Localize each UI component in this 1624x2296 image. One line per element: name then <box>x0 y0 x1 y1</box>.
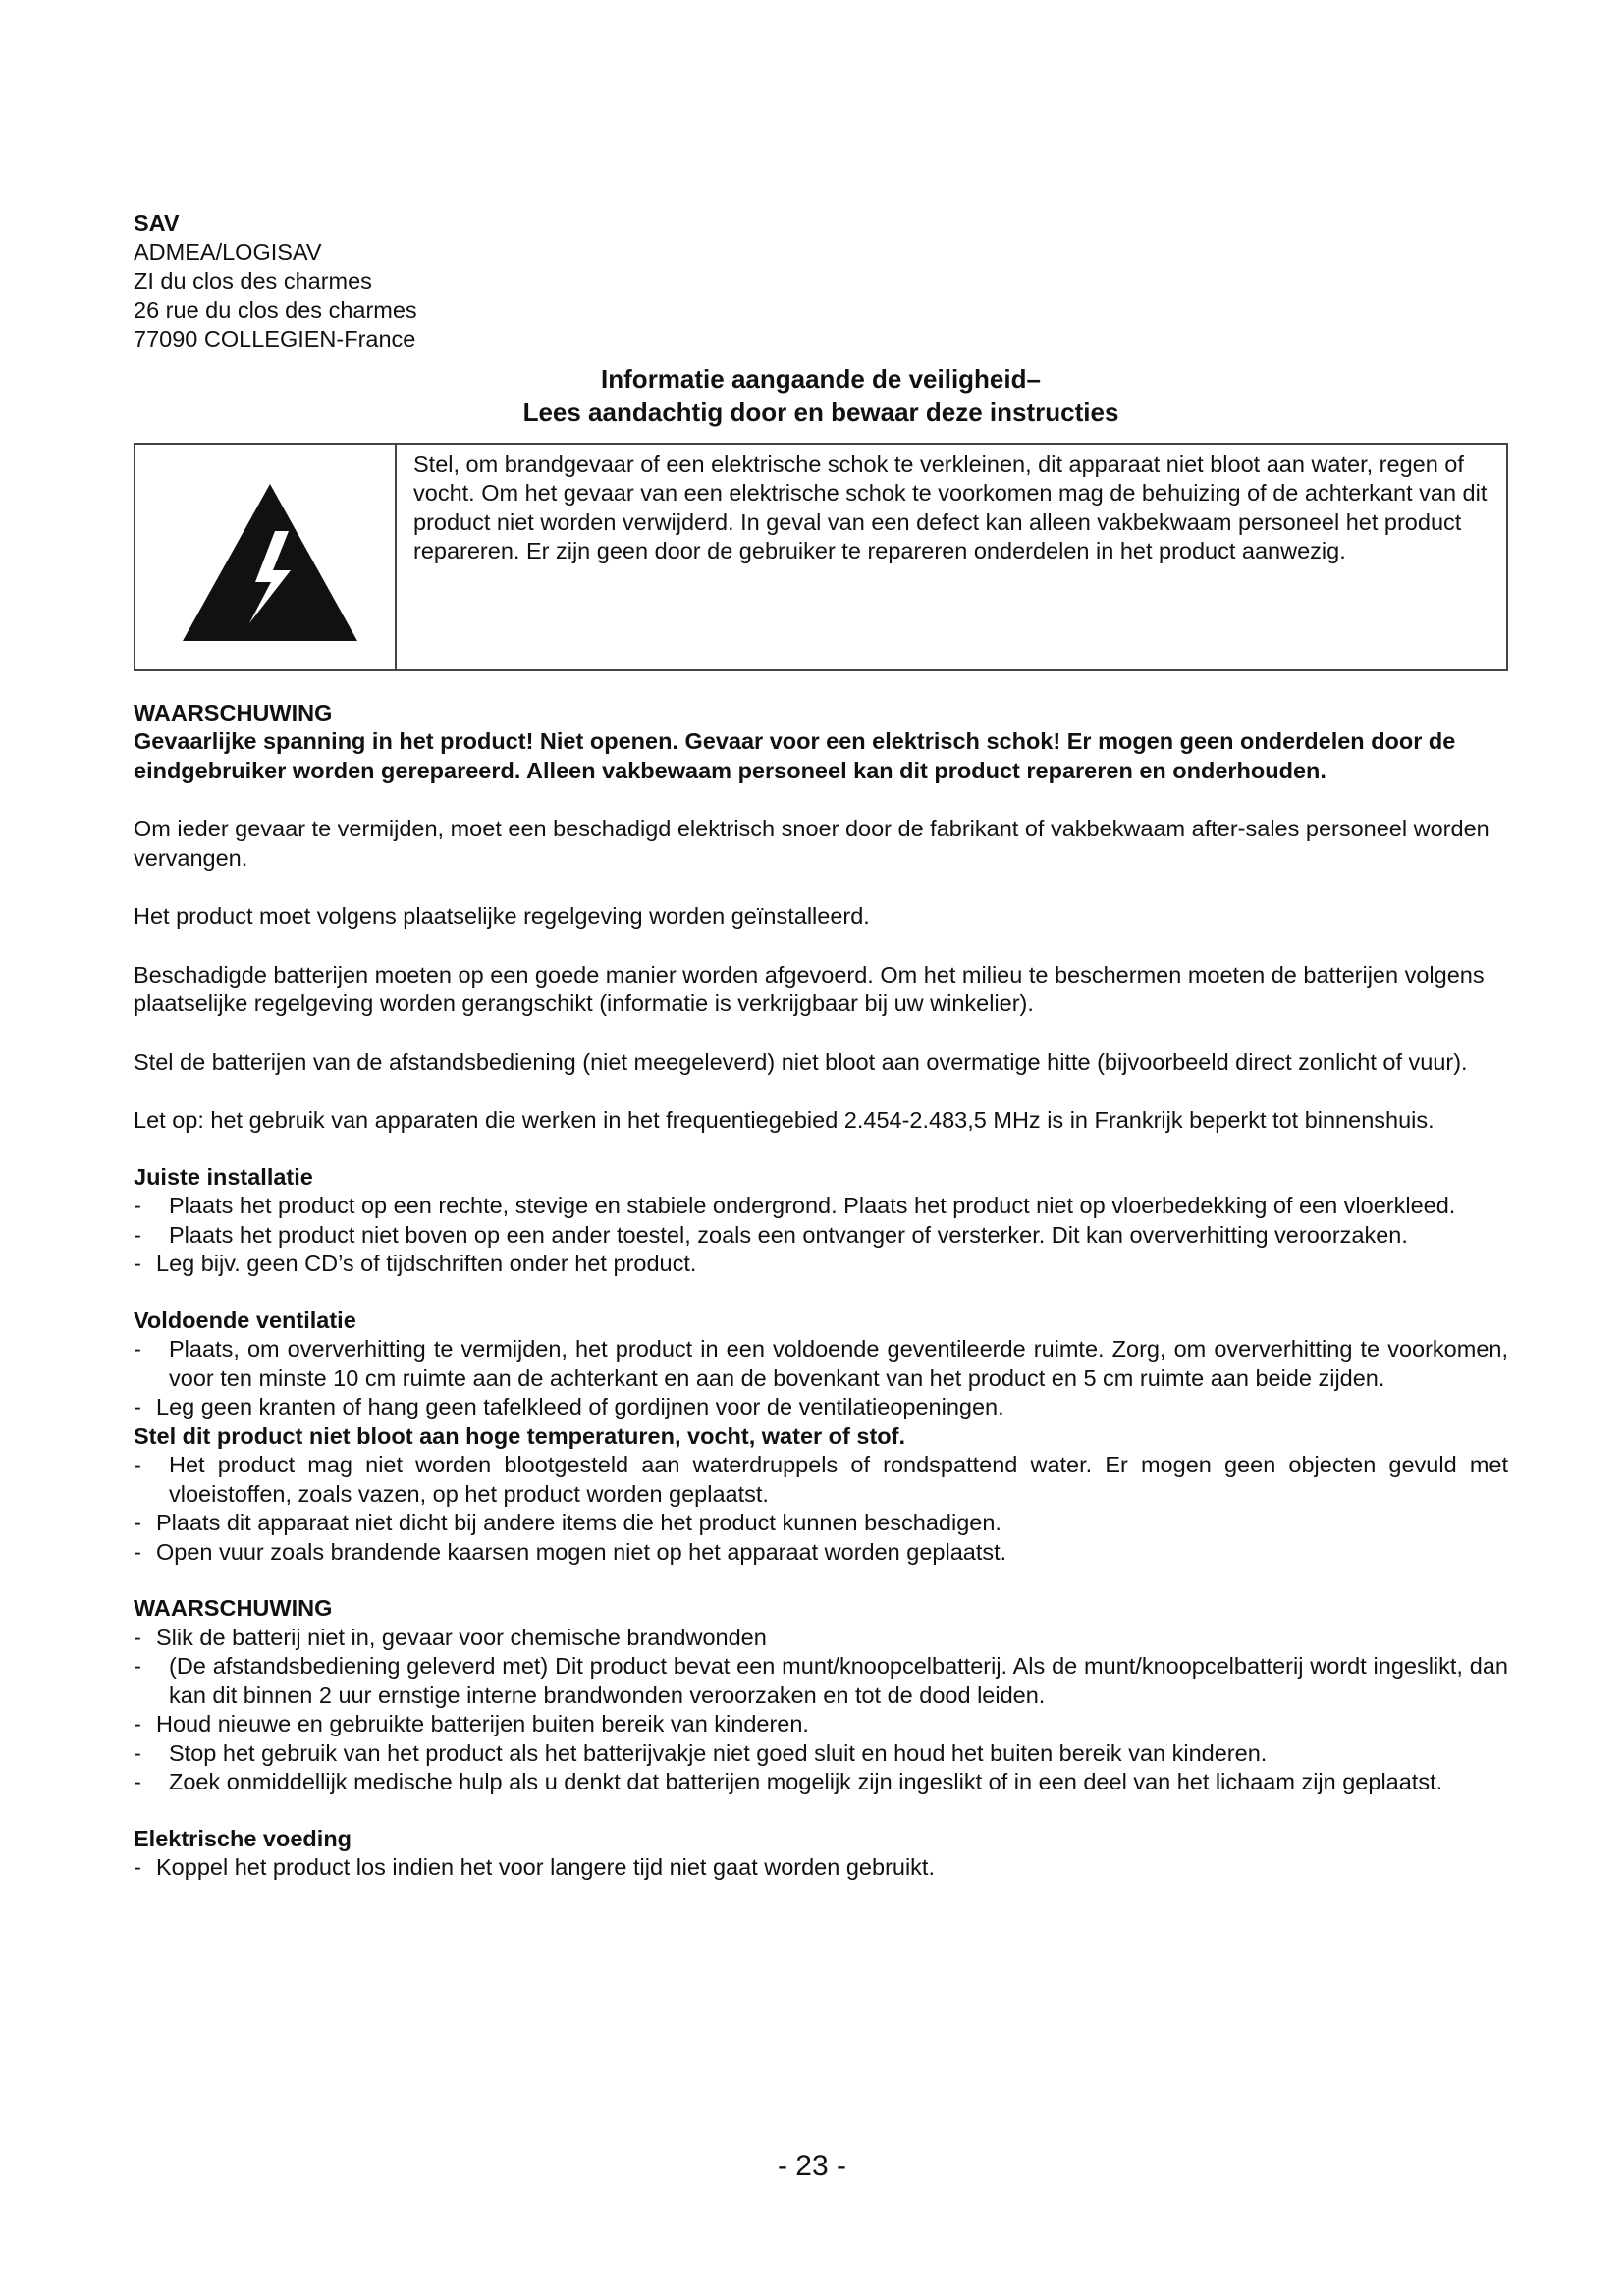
list-item: - Plaats, om oververhitting te vermijden, het product in een voldoende geventileerde ruimte. Zorg, om oververhitting te voorkomen, voor ten minste 10 cm ruimte aan de achterkant en aan de bovenkant van het product en 5 cm ruimte aan beide zijden. <box>134 1336 1508 1391</box>
safety-title-line1: Informatie aangaande de veiligheid– <box>601 363 1041 394</box>
list-item: - Zoek onmiddellijk medische hulp als u denkt dat batterijen mogelijk zijn ingeslikt of in een deel van het lichaam zijn geplaatst. <box>134 1769 1443 1794</box>
safety-warning-box <box>134 443 1508 671</box>
address-line: ADMEA/LOGISAV <box>134 239 322 265</box>
power-section <box>134 1825 1508 1883</box>
warning-bold-text: Gevaarlijke spanning in het product! Niet openen. Gevaar voor een elektrisch schok! Er mogen geen onderdelen door de eindgebruiker worden gerepareerd. Alleen vakbewaam personeel kan dit product repareren en onderhouden. <box>134 728 1456 783</box>
ventilation-heading: Voldoende ventilatie <box>134 1307 356 1333</box>
installation-section <box>134 1163 1508 1279</box>
address-line: 26 rue du clos des charmes <box>134 296 417 323</box>
list-item: - Slik de batterij niet in, gevaar voor chemische brandwonden <box>134 1624 767 1650</box>
list-item: - Stop het gebruik van het product als het batterijvakje niet goed sluit en houd het buiten bereik van kinderen. <box>134 1739 1268 1766</box>
list-item: - Plaats het product niet boven op een ander toestel, zoals een ontvanger of versterker. Dit kan oververhitting veroorzaken. <box>134 1221 1408 1248</box>
warning-section-2 <box>134 1594 1508 1797</box>
high-voltage-warning-icon <box>179 480 361 645</box>
installation-heading: Juiste installatie <box>134 1163 313 1190</box>
safety-box-text: Stel, om brandgevaar of een elektrische schok te verkleinen, dit apparaat niet bloot aan water, regen of vocht. Om het gevaar van een elektrische schok te voorkomen mag de behuizing of de achterkant van dit product niet worden verwijderd. In geval van een defect kan alleen vakbekwaam personeel het product repareren. Er zijn geen door de gebruiker te repareren onderdelen in het product aanwezig. <box>413 451 1488 563</box>
list-item: - Leg geen kranten of hang geen tafelkleed of gordijnen voor de ventilatieopeningen. <box>134 1394 1004 1419</box>
ventilation-section <box>134 1307 1508 1568</box>
warning-section-1 <box>134 699 1508 786</box>
page-number: - 23 - <box>777 2150 847 2182</box>
address-block <box>134 209 1508 354</box>
list-item: - (De afstandsbediening geleverd met) Dit product bevat een munt/knoopcelbatterij. Als de munt/knoopcelbatterij wordt ingeslikt, dan kan dit binnen 2 uur ernstige interne brandwonden veroorzaken en tot de dood leiden. <box>134 1653 1508 1708</box>
power-heading: Elektrische voeding <box>134 1825 352 1851</box>
warning-icon-cell <box>135 445 397 669</box>
safety-title-line2: Lees aandachtig door en bewaar deze instructies <box>522 397 1119 427</box>
address-line: ZI du clos des charmes <box>134 268 372 294</box>
ventilation-subheading: Stel dit product niet bloot aan hoge temperaturen, vocht, water of stof. <box>134 1422 905 1449</box>
address-line: 77090 COLLEGIEN-France <box>134 326 416 351</box>
list-item: - Houd nieuwe en gebruikte batterijen buiten bereik van kinderen. <box>134 1711 809 1736</box>
page-content <box>134 209 1508 1883</box>
paragraph: Stel de batterijen van de afstandsbediening (niet meegeleverd) niet bloot aan overmatige hitte (bijvoorbeeld direct zonlicht of vuur). <box>134 1048 1468 1075</box>
warning-heading: WAARSCHUWING <box>134 1595 333 1621</box>
list-item: - Plaats het product op een rechte, stevige en stabiele ondergrond. Plaats het product niet op vloerbedekking of een vloerkleed. <box>134 1193 1456 1218</box>
list-item: - Plaats dit apparaat niet dicht bij andere items die het product kunnen beschadigen. <box>134 1510 1001 1535</box>
paragraph: Beschadigde batterijen moeten op een goede manier worden afgevoerd. Om het milieu te beschermen moeten de batterijen volgens plaatselijke regelgeving worden gerangschikt (informatie is verkrijgbaar bij uw winkelier). <box>134 961 1485 1016</box>
paragraph: Om ieder gevaar te vermijden, moet een beschadigd elektrisch snoer door de fabrikant of vakbekwaam after-sales personeel worden vervangen. <box>134 816 1489 871</box>
address-heading: SAV <box>134 210 180 236</box>
paragraph: Let op: het gebruik van apparaten die werken in het frequentiegebied 2.454-2.483,5 MHz is in Frankrijk beperkt tot binnenshuis. <box>134 1107 1435 1133</box>
paragraph: Het product moet volgens plaatselijke regelgeving worden geïnstalleerd. <box>134 903 870 929</box>
list-item: - Leg bijv. geen CD’s of tijdschriften onder het product. <box>134 1251 697 1276</box>
list-item: - Het product mag niet worden blootgesteld aan waterdruppels of rondspattend water. Er mogen geen objecten gevuld met vloeistoffen, zoals vazen, op het product worden geplaatst. <box>134 1452 1508 1507</box>
warning-heading: WAARSCHUWING <box>134 699 333 725</box>
list-item: - Koppel het product los indien het voor langere tijd niet gaat worden gebruikt. <box>134 1854 935 1880</box>
safety-title <box>134 362 1508 429</box>
list-item: - Open vuur zoals brandende kaarsen mogen niet op het apparaat worden geplaatst. <box>134 1538 1007 1565</box>
